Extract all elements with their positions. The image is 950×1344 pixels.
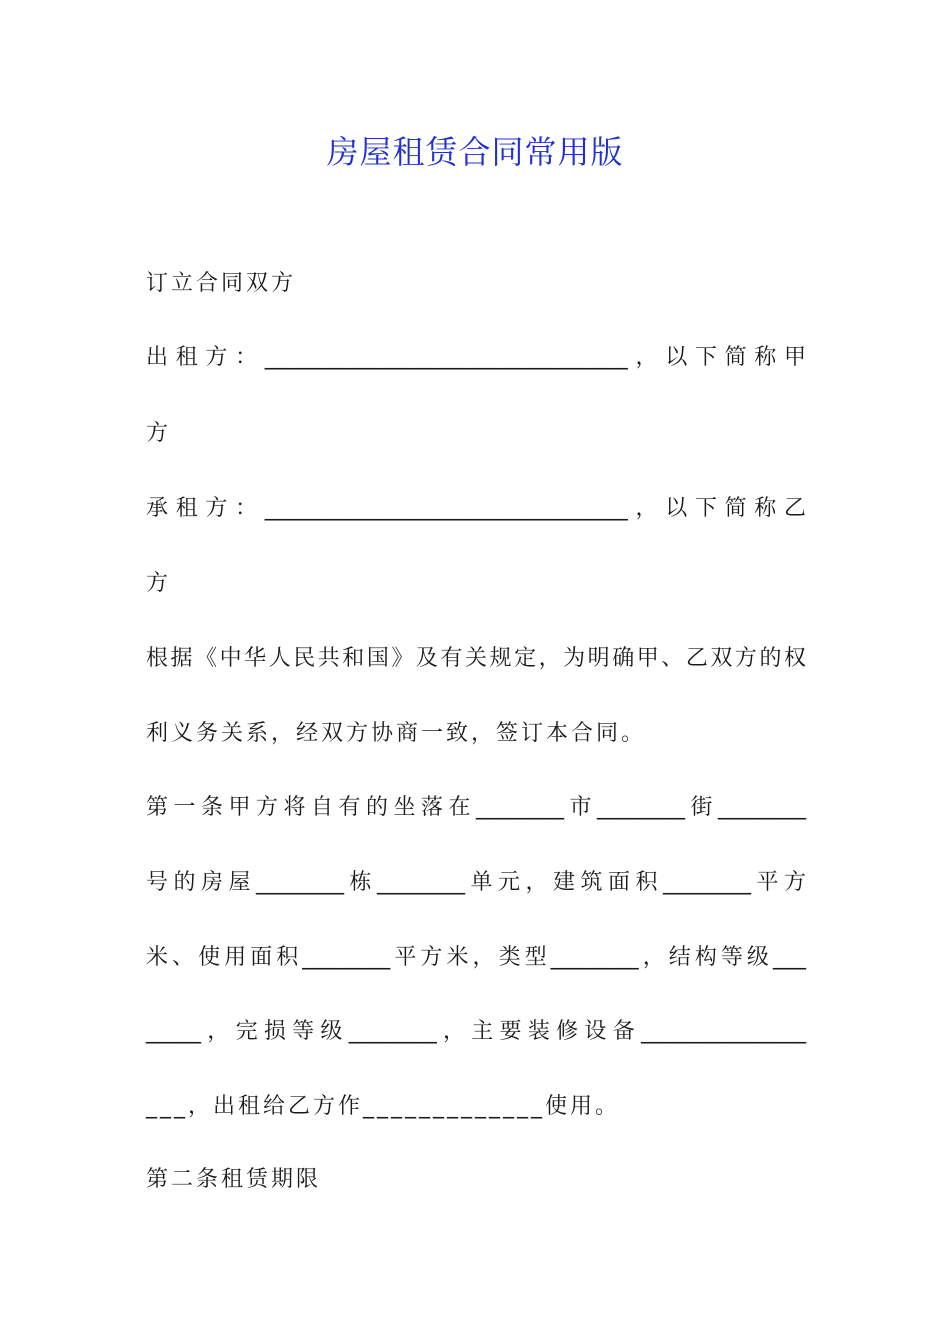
article-1-line-4: _____，完损等级________，主要装修设备_______________ — [146, 1019, 806, 1044]
lessor-line-cont: 方 — [146, 421, 169, 446]
article-2-heading: 第二条租赁期限 — [146, 1167, 322, 1192]
article-1-line-2: 号的房屋________栋________单元，建筑面积________平方 — [146, 870, 806, 895]
lessee-line-cont: 方 — [146, 571, 169, 596]
lessor-line: 出租方：_________________________________，以下简称甲 — [146, 345, 806, 370]
article-1-line-1: 第一条甲方将自有的坐落在________市________街________ — [146, 795, 806, 820]
preamble-line-2: 利义务关系，经双方协商一致，签订本合同。 — [146, 721, 647, 746]
preamble-line-1: 根据《中华人民共和国》及有关规定，为明确甲、乙双方的权 — [146, 646, 806, 671]
document-title: 房屋租赁合同常用版 — [326, 133, 624, 171]
heading-parties: 订立合同双方 — [146, 271, 297, 296]
article-1-line-5: ___，出租给乙方作_____________使用。 — [146, 1094, 621, 1119]
lessee-line: 承租方：_________________________________，以下简称乙 — [146, 496, 806, 521]
article-1-line-3: 米、使用面积________平方米，类型________，结构等级___ — [146, 945, 806, 970]
